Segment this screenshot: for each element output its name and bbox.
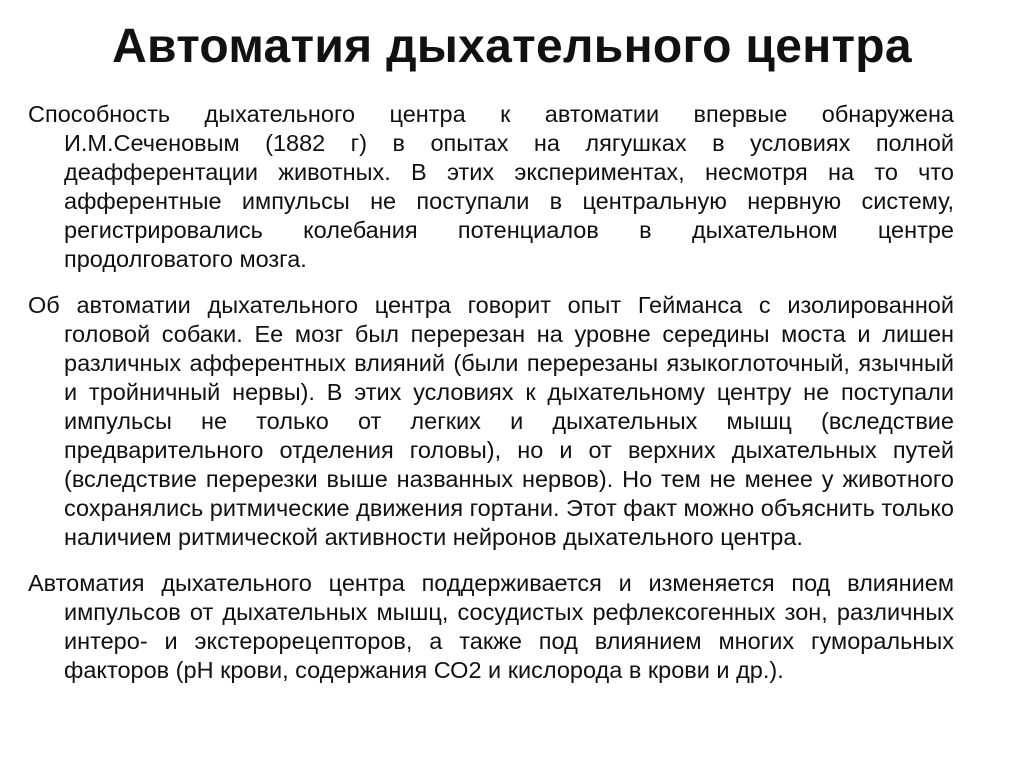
slide-title: Автоматия дыхательного центра: [112, 20, 912, 73]
slide-body: [28, 100, 954, 702]
paragraph-heymans: Об автоматии дыхательного центра говорит опыт Гейманса с изолированной головой собаки. Ее мозг был перерезан на уровне середины моста и лишен различных афферентных влияний (были перерезаны языкоглоточный, язычный и тройничный нервы). В этих условиях к дыхательному центру не поступали импульсы не только от легких и дыхательных мышц (вследствие предварительного отделения головы), но и от верхних дыхательных путей (вследствие перерезки выше названных нервов). Но тем не менее у животного сохранялись ритмические движения гортани. Этот факт можно объяснить только наличием ритмической активности нейронов дыхательного центра.: [28, 292, 954, 550]
paragraph-sechenov: Способность дыхательного центра к автоматии впервые обнаружена И.М.Сеченовым (1882 г) в опытах на лягушках в условиях полной деафферентации животных. В этих экспериментах, несмотря на то что афферентные импульсы не поступали в центральную нервную систему, регистрировались колебания потенциалов в дыхательном центре продолговатого мозга.: [28, 101, 954, 272]
paragraph-regulation: Автоматия дыхательного центра поддерживается и изменяется под влиянием импульсов от дыхательных мышц, сосудистых рефлексогенных зон, различных интеро- и экстерорецепторов, а также под влиянием многих гуморальных факторов (рН крови, содержания СО2 и кислорода в крови и др.).: [28, 570, 954, 683]
